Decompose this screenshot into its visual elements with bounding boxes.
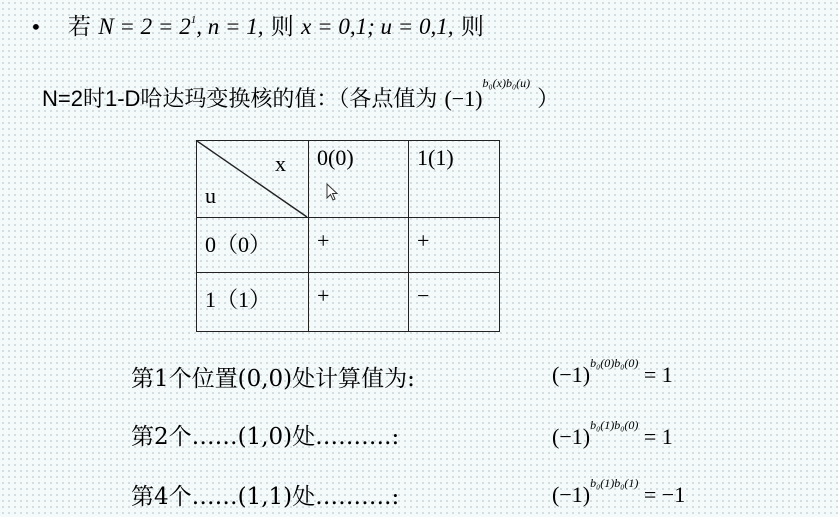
exponent-one: 1	[190, 14, 197, 27]
col-header-1: 1(1)	[409, 141, 500, 218]
ze-text-2: 则	[460, 14, 484, 40]
computation-line-2: 第2个……(1,0)处……….:	[131, 424, 400, 450]
table-cell: −	[409, 273, 500, 332]
table-row	[197, 273, 500, 332]
equation-xu: x = 0,1; u = 0,1,	[301, 14, 454, 39]
computation-line-1: 第1个位置(0,0)处计算值为:	[131, 366, 415, 392]
hadamard-table	[196, 140, 500, 332]
title-prefix: N=2时1-D	[42, 86, 141, 111]
ze-text-1: 则	[270, 14, 294, 40]
row-label-1: 1（1）	[197, 273, 309, 332]
corner-label-x: x	[275, 151, 286, 176]
kernel-title	[42, 76, 560, 113]
mouse-cursor-icon	[326, 183, 340, 203]
table-header-row	[197, 141, 500, 218]
computation-formula-2: $(-1)^{b_0(1)b_0(0)} = 1$	[552, 418, 673, 449]
title-rest: 哈达玛变换核的值：（各点值为	[140, 87, 438, 112]
table-cell: +	[309, 273, 409, 332]
ruo-text: 若	[68, 14, 91, 40]
computation-line-3: 第4个……(1,1)处……….:	[131, 484, 400, 510]
title-formula: $(-1)^{b_0(x)b_0(u)}$	[444, 76, 531, 111]
table-row	[197, 218, 500, 273]
title-close: ）	[537, 87, 560, 112]
table-cell: +	[409, 218, 500, 273]
corner-label-u: u	[205, 183, 216, 208]
computation-formula-3: $(-1)^{b_0(1)b_0(1)} = -1$	[552, 476, 686, 507]
col-header-0: 0(0)	[309, 141, 409, 218]
bullet: •	[30, 15, 42, 39]
computation-formula-1: $(-1)^{b_0(0)b_0(0)} = 1$	[552, 356, 673, 387]
equation-n: $N = 2 = 2^1$, n = 1,	[98, 14, 264, 39]
header-line	[30, 8, 484, 41]
table-cell: +	[309, 218, 409, 273]
corner-cell	[197, 141, 309, 218]
row-label-0: 0（0）	[197, 218, 309, 273]
